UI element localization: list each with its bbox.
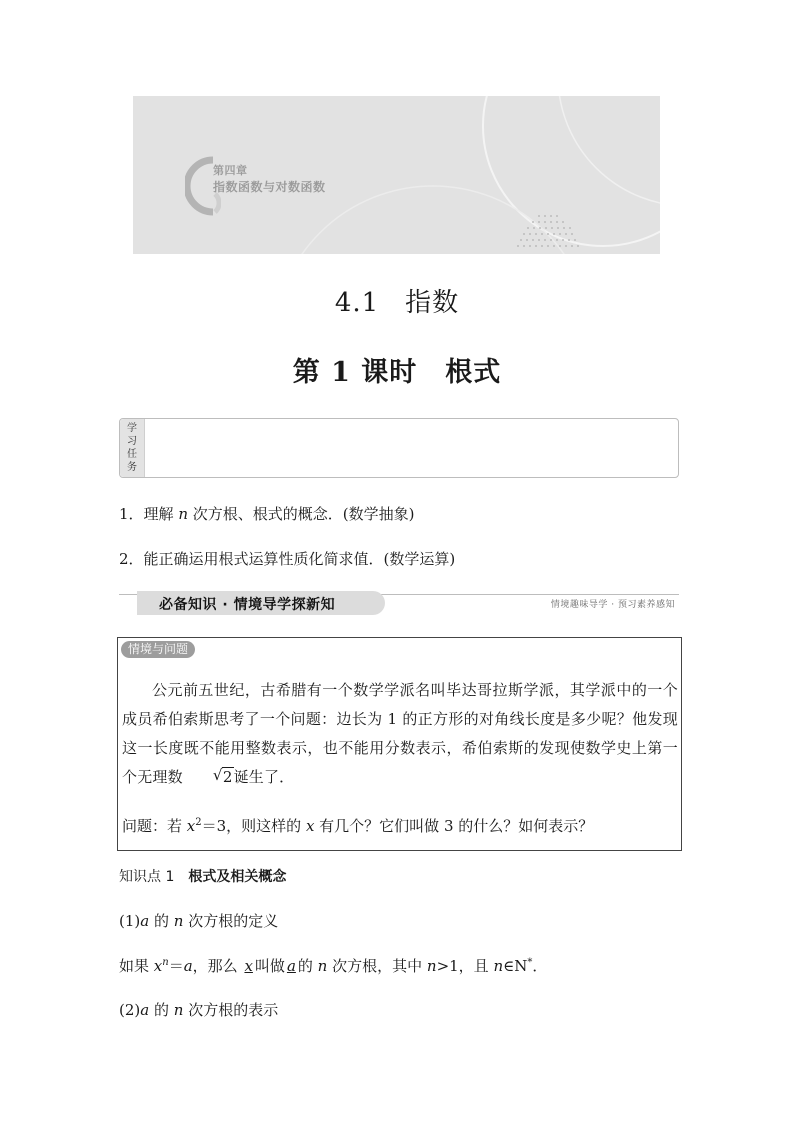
kp-text: 叫做 [254,957,285,975]
kp-text: ∈N [503,957,528,975]
kp-var: n [426,957,437,975]
kp-var: n [173,912,184,930]
knowledge-item-2 [119,999,278,1020]
tab-char: 任 [127,449,137,460]
kp-text: 次方根的定义 [183,912,279,930]
section-title [0,282,794,319]
sqrt-symbol: √ [212,766,223,784]
kp-text: 次方根，其中 [327,957,427,975]
kp-exp: n [162,957,169,968]
kp-text: 的 [297,957,318,975]
question-var: x [305,817,315,835]
kp-text: (2) [119,1001,141,1019]
section-header-subtitle: 情境趣味导学 · 预习素养感知 [550,600,675,610]
scenario-tag: 情境与问题 [121,641,195,658]
tab-char: 学 [127,423,137,434]
goal-text: 次方根、根式的概念．(数学抽象) [187,505,415,523]
knowledge-item-1 [119,910,278,931]
lesson-title [0,350,794,389]
section-number: 4.1 [334,288,380,318]
kp-text: ，那么 [192,957,243,975]
kp-var: a [183,957,193,975]
question-text: 有几个？它们叫做 3 的什么？如何表示？ [314,817,594,835]
tab-char: 习 [127,436,137,447]
goal-text: 1．理解 [119,505,179,523]
knowledge-definition [119,955,547,976]
chapter-label: 第四章 [213,164,248,177]
lesson-name: 根式 [445,357,502,388]
kp-text: (1) [119,912,141,930]
kp-blank: a [286,957,296,975]
scenario-question [122,815,593,836]
knowledge-point-heading [119,866,286,886]
kp-text: ． [532,957,548,975]
goal-text: 2．能正确运用根式运算性质化简求值．(数学运算) [119,550,456,568]
question-exp: 2 [195,817,202,828]
kp-text: 如果 [119,957,154,975]
section-header-bar [119,591,679,615]
sqrt-value: 2 [222,768,233,786]
kp-text: 的 [149,912,174,930]
goal-2 [119,548,455,569]
sqrt-expression [183,763,234,792]
question-text: ＝3，则这样的 [201,817,306,835]
kp-var: x [153,957,163,975]
study-task-box [119,418,679,478]
goal-var: n [178,505,188,523]
chapter-title: 指数函数与对数函数 [213,180,326,194]
kp-var: n [317,957,328,975]
kp-var: n [173,1001,184,1019]
question-text: 问题：若 [122,817,187,835]
chapter-banner [133,96,660,254]
kp-text: ＝ [168,957,184,975]
question-var: x [186,817,196,835]
scenario-paragraph [122,676,678,792]
kp-var: a [140,912,150,930]
goal-1 [119,503,414,524]
tab-char: 务 [127,462,137,473]
lesson-number: 第 1 课时 [292,357,418,388]
scenario-box [117,637,682,851]
section-header-label: 必备知识 · 情境导学探新知 [159,597,336,613]
study-task-tab [120,419,145,477]
scenario-text: 公元前五世纪，古希腊有一个数学学派名叫毕达哥拉斯学派，其学派中的一个成员希伯索斯思考了一个问题：边长为 1 的正方形的对角线长度是多少呢？他发现这一长度既不能用整数表示，也不能用分数表示，希伯索斯的发现使数学史上第一个无理数 [122,681,678,786]
knowledge-lead: 知识点 1 [119,869,175,885]
kp-text: 次方根的表示 [183,1001,279,1019]
kp-var: a [140,1001,150,1019]
kp-exp: * [527,957,533,968]
kp-text: 的 [149,1001,174,1019]
kp-blank: x [244,957,253,975]
knowledge-title: 根式及相关概念 [188,869,287,885]
kp-var: n [493,957,504,975]
section-name: 指数 [405,288,460,318]
kp-text: >1，且 [436,957,494,975]
scenario-text: 诞生了． [233,768,295,786]
